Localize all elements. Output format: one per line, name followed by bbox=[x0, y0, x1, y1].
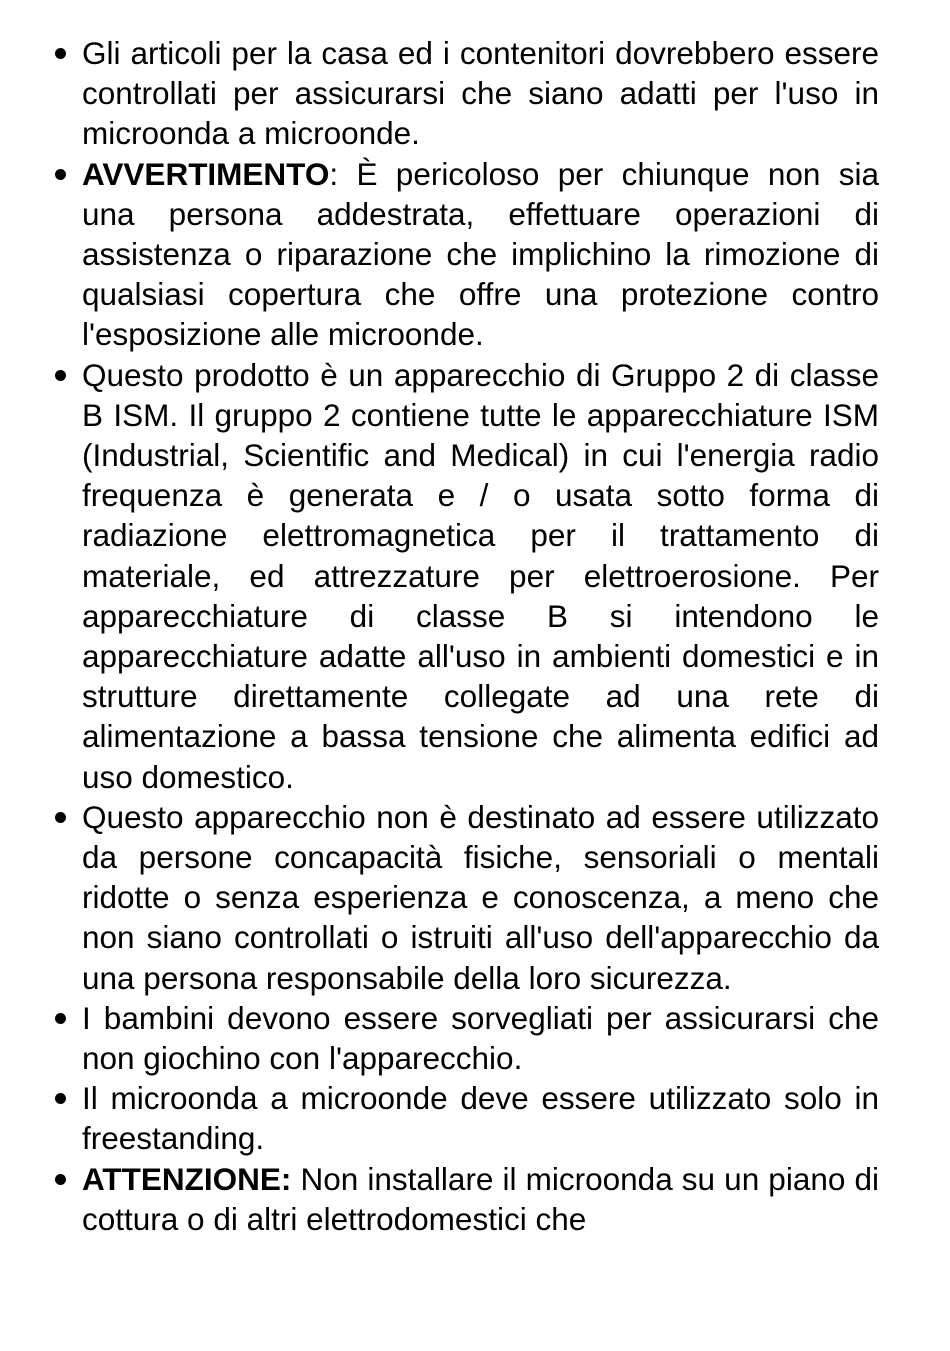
bullet-dot-icon bbox=[55, 1013, 66, 1024]
list-item bbox=[0, 33, 950, 154]
item-text: Non installare il microonda su un piano di cottura o di altri elettrodomestici che bbox=[82, 1160, 879, 1237]
list-item bbox=[0, 998, 950, 1078]
bullet-dot-icon bbox=[55, 370, 66, 381]
list-item bbox=[0, 797, 950, 998]
list-item bbox=[0, 355, 950, 797]
bullet-dot-icon bbox=[55, 1174, 66, 1185]
item-text: Il microonda a microonde deve essere utilizzato solo in freestanding. bbox=[82, 1080, 879, 1157]
bullet-dot-icon bbox=[55, 48, 66, 59]
list-item bbox=[0, 154, 950, 355]
bullet-dot-icon bbox=[55, 169, 66, 180]
bullet-dot-icon bbox=[55, 812, 66, 823]
item-bold-label: AVVERTIMENTO bbox=[82, 155, 330, 192]
item-text: Questo apparecchio non è destinato ad essere utilizzato da persone concapacità fisiche, sensoriali o mentali ridotte o senza esperienza e conoscenza, a meno che non siano controllati o istruiti all'uso dell'apparecchio da una persona responsabile della loro sicurezza. bbox=[82, 798, 879, 996]
bullet-dot-icon bbox=[55, 1093, 66, 1104]
item-text: Gli articoli per la casa ed i contenitori dovrebbero essere controllati per assicurarsi che siano adatti per l'uso in microonda a microonde. bbox=[82, 35, 879, 152]
list-item bbox=[0, 1159, 950, 1239]
item-bold-label: ATTENZIONE: bbox=[82, 1160, 292, 1197]
item-text: Questo prodotto è un apparecchio di Gruppo 2 di classe B ISM. Il gruppo 2 contiene tutte le apparecchiature ISM (Industrial, Scientific and Medical) in cui l'energia radio frequenza è generata e / o usata sotto forma di radiazione elettromagnetica per il trattamento di materiale, ed attrezzature per elettroerosione. Per apparecchiature di classe B si intendono le apparecchiature adatte all'uso in ambienti domestici e in strutture direttamente collegate ad una rete di alimentazione a bassa tensione che alimenta edifici ad uso domestico. bbox=[82, 356, 879, 795]
item-text: I bambini devono essere sorvegliati per assicurarsi che non giochino con l'apparecchio. bbox=[82, 999, 879, 1077]
safety-bullet-list bbox=[0, 33, 950, 1239]
list-item bbox=[0, 1078, 950, 1158]
item-text: : È pericoloso per chiunque non sia una persona addestrata, effettuare operazioni di assistenza o riparazione che implichino la rimozione di qualsiasi copertura che offre una protezione contro l'esposizione alle microonde. bbox=[82, 155, 879, 353]
